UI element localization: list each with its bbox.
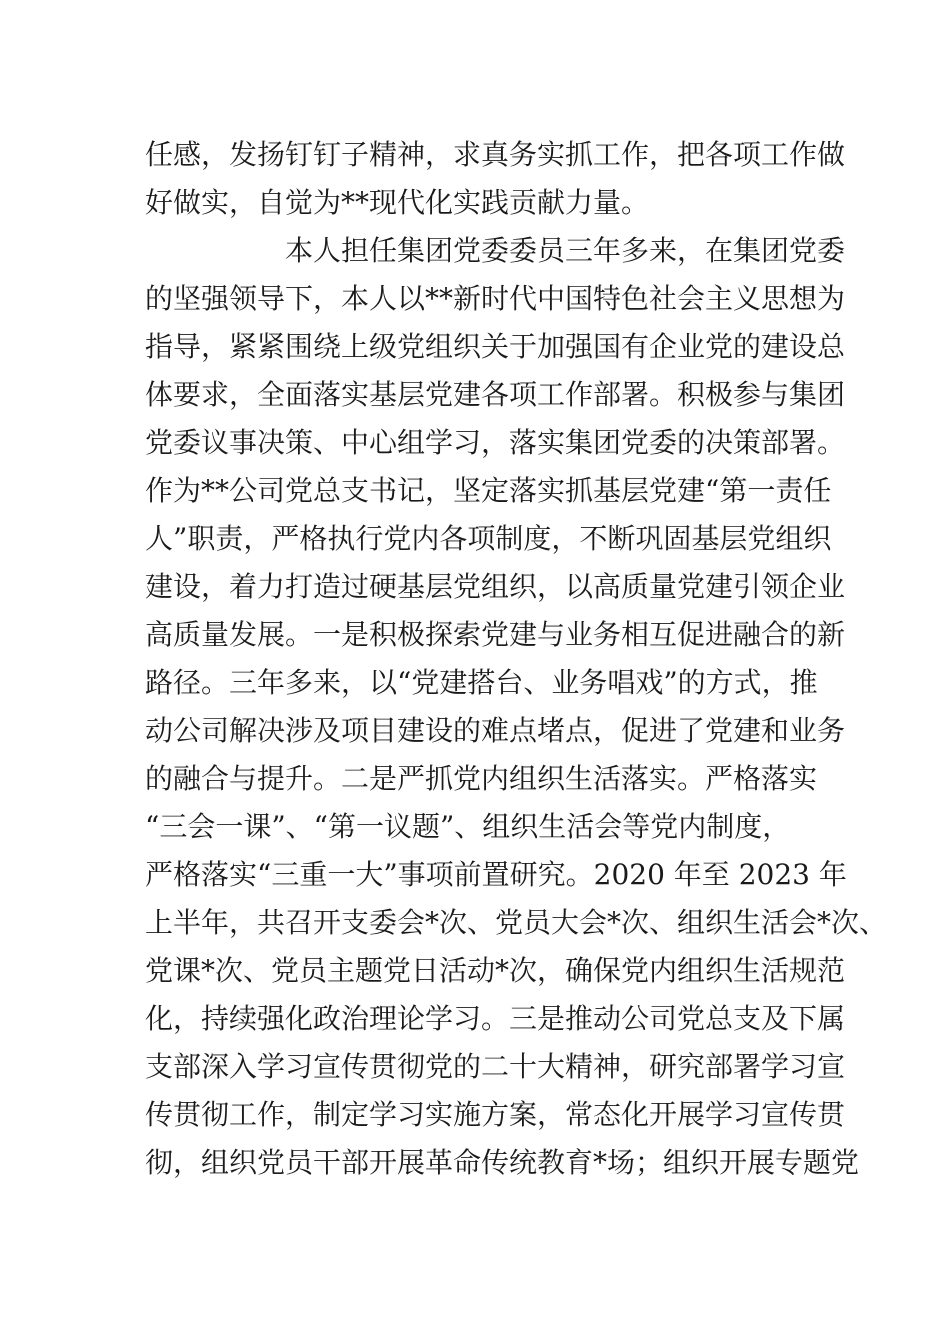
- text-line: 动公司解决涉及项目建设的难点堵点，促进了党建和业务: [145, 714, 846, 747]
- text-line: “三会一课”、“第一议题”、组织生活会等党内制度，: [145, 810, 791, 843]
- text-line: 的融合与提升。二是严抓党内组织生活落实。严格落实: [145, 762, 818, 795]
- text-line: 指导，紧紧围绕上级党组织关于加强国有企业党的建设总: [145, 330, 846, 363]
- text-line: 好做实，自觉为**现代化实践贡献力量。: [145, 186, 650, 219]
- text-line: 严格落实“三重一大”事项前置研究。2020 年至 2023 年: [145, 858, 847, 891]
- text-line: 党委议事决策、中心组学习，落实集团党委的决策部署。: [145, 426, 846, 459]
- text-line: 任感，发扬钉钉子精神，求真务实抓工作，把各项工作做: [145, 138, 846, 171]
- text-line: 高质量发展。一是积极探索党建与业务相互促进融合的新: [145, 618, 846, 651]
- text-line: 人”职责，严格执行党内各项制度，不断巩固基层党组织: [145, 522, 832, 555]
- text-line: 彻，组织党员干部开展革命传统教育*场；组织开展专题党: [145, 1146, 860, 1179]
- text-line: 的坚强领导下，本人以**新时代中国特色社会主义思想为: [145, 282, 846, 315]
- paragraph-first-line: 本人担任集团党委委员三年多来，在集团党委: [285, 234, 846, 267]
- text-line: 路径。三年多来，以“党建搭台、业务唱戏”的方式，推: [145, 666, 818, 699]
- text-line: 建设，着力打造过硬基层党组织，以高质量党建引领企业: [145, 570, 846, 603]
- text-line: 上半年，共召开支委会*次、党员大会*次、组织生活会*次、: [145, 906, 888, 939]
- text-line: 作为**公司党总支书记，坚定落实抓基层党建“第一责任: [145, 474, 832, 507]
- text-line: 传贯彻工作，制定学习实施方案，常态化开展学习宣传贯: [145, 1098, 846, 1131]
- text-line: 体要求，全面落实基层党建各项工作部署。积极参与集团: [145, 378, 846, 411]
- text-line: 化，持续强化政治理论学习。三是推动公司党总支及下属: [145, 1002, 846, 1035]
- text-line: 支部深入学习宣传贯彻党的二十大精神，研究部署学习宣: [145, 1050, 846, 1083]
- text-line: 党课*次、党员主题党日活动*次，确保党内组织生活规范: [145, 954, 846, 987]
